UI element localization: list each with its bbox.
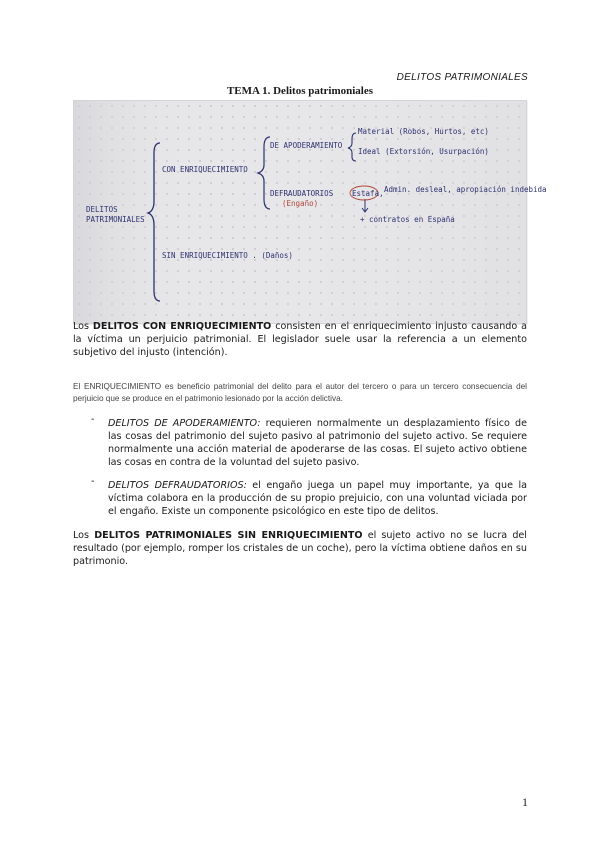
root-label-line1: DELITOS xyxy=(86,205,118,214)
page-number: 1 xyxy=(522,795,528,809)
material-label: Material (Robos, Hurtos, etc) xyxy=(358,127,489,136)
handwritten-diagram-photo xyxy=(73,100,547,324)
paragraph-con-enriquecimiento: Los DELITOS CON ENRIQUECIMIENTO consisten en el enriquecimiento injusto causando a la víctima un perjuicio patrimonial. El legislador suele usar la referencia a un elemento subjetivo del injusto (intención). xyxy=(73,321,528,358)
con-enriquecimiento-label: CON ENRIQUECIMIENTO xyxy=(162,165,248,174)
bullet-apoderamiento-marker: - xyxy=(91,414,95,425)
paragraph-sin-enriquecimiento: Los DELITOS PATRIMONIALES SIN ENRIQUECIMIENTO el sujeto activo no se lucra del resultado (por ejemplo, romper los cristales de un coche), pero la víctima obtiene daños en su patrimonio. xyxy=(73,530,527,567)
ideal-label: Ideal (Extorsión, Usurpación) xyxy=(358,147,489,156)
estafa-label: Estafa, xyxy=(352,189,384,198)
root-label-line2: PATRIMONIALES xyxy=(86,215,145,224)
defraudatorios-label-line1: DEFRAUDATORIOS xyxy=(270,189,334,198)
paragraph-enriquecimiento-definition: El ENRIQUECIMIENTO es beneficio patrimonial del delito para el autor del tercero o para un tercero consecuencia del perjuicio que se produce en el patrimonio lesionado por la acción delictiva. xyxy=(73,382,527,403)
sin-enriquecimiento-label: SIN ENRIQUECIMIENTO . (Daños) xyxy=(162,251,293,260)
bullet-defraudatorios: DELITOS DEFRAUDATORIOS: el engaño juega un papel muy importante, ya que la víctima colabora en la producción de su propio prejuicio, con una voluntad viciada por el engaño. Existe un componente psicológico en este tipo de delitos. xyxy=(108,480,527,517)
defraudatorios-label-line2: (Engaño) xyxy=(282,199,319,208)
running-header: DELITOS PATRIMONIALES xyxy=(396,72,528,83)
estafa-related-label: Admin. desleal, apropiación indebida xyxy=(384,185,547,194)
bullet-apoderamiento: DELITOS DE APODERAMIENTO: requieren normalmente un desplazamiento físico de las cosas del patrimonio del sujeto pasivo al patrimonio del sujeto activo. Se requiere normalmente una acción material de apoderarse de las cosas. El sujeto activo obtiene las cosas en contra de la voluntad del sujeto pasivo. xyxy=(108,418,527,468)
page-title: TEMA 1. Delitos patrimoniales xyxy=(226,85,374,97)
estafa-note: + contratos en España xyxy=(360,215,455,224)
bullet-defraudatorios-marker: - xyxy=(91,476,95,487)
apoderamiento-label: DE APODERAMIENTO xyxy=(270,141,343,150)
